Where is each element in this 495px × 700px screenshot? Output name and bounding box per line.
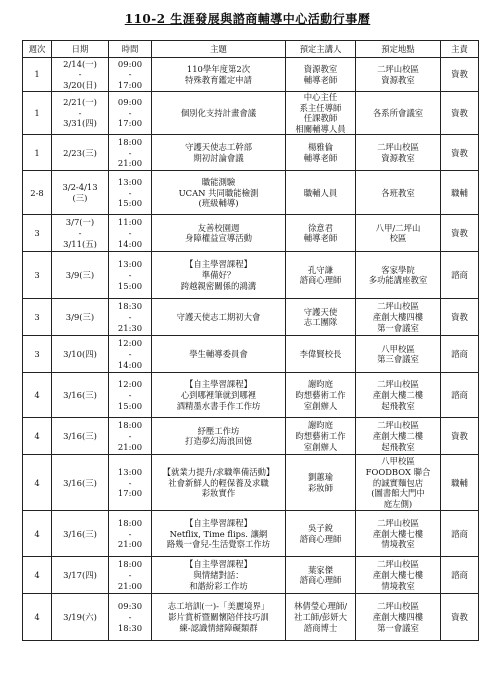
- time-cell-line: 15:00: [117, 280, 143, 291]
- place-cell: [356, 418, 441, 455]
- topic-cell: [152, 135, 286, 171]
- topic-cell: [152, 215, 286, 252]
- date-cell-line: 2/21(一): [63, 97, 97, 108]
- place-cell-line: 起飛教室: [381, 441, 415, 452]
- table-row: [23, 252, 479, 299]
- speaker-cell-line: 相關輔導人員: [295, 123, 346, 134]
- owner-cell: 職輔: [441, 455, 479, 511]
- place-cell-line: FOODBOX 聯合: [365, 466, 431, 477]
- topic-cell-line: 和諧紛彩工作坊: [189, 580, 248, 591]
- speaker-cell-line: 輔導老師: [303, 152, 338, 163]
- place-cell: [356, 557, 441, 594]
- date-cell: [52, 135, 109, 171]
- place-cell-line: 二坪山校區: [377, 379, 419, 390]
- topic-cell: [152, 299, 286, 336]
- topic-cell: [152, 557, 286, 594]
- place-cell-line: 八甲校區: [381, 456, 415, 467]
- time-cell-line: 15:00: [117, 198, 143, 209]
- speaker-cell-line: 室創辦人: [303, 400, 338, 411]
- time-cell-line: 17:00: [117, 488, 143, 499]
- speaker-cell: [286, 418, 356, 455]
- date-cell-line: 3/7(一): [65, 217, 95, 228]
- owner-cell: 諮商: [441, 557, 479, 594]
- table-row: [23, 418, 479, 455]
- date-cell-line: 3/31(四): [63, 118, 97, 129]
- place-cell-line: 各班教室: [381, 187, 415, 198]
- place-cell-line: 情境教室: [381, 580, 415, 591]
- owner-cell: 資教: [441, 58, 479, 92]
- time-cell: [109, 511, 152, 557]
- topic-cell: [152, 511, 286, 557]
- table-row: [23, 92, 479, 135]
- time-cell: [109, 373, 152, 418]
- table-body: [23, 58, 479, 641]
- time-cell: [109, 557, 152, 594]
- owner-cell: 諮商: [441, 252, 479, 299]
- page-title: 110-2 生涯發展與諮商輔導中心活動行事曆: [124, 12, 371, 26]
- week-cell: 3: [23, 252, 52, 299]
- activity-calendar-table: [22, 40, 479, 641]
- place-cell-line: 第一會議室: [377, 322, 419, 333]
- time-cell-line: 21:00: [117, 539, 143, 550]
- week-cell: 4: [23, 373, 52, 418]
- topic-cell-line: 職能測驗: [201, 176, 236, 187]
- speaker-cell-line: 系主任導師: [299, 102, 342, 113]
- topic-cell-line: 志工培訓(一)-「美麗境界」: [167, 601, 270, 612]
- topic-cell-line: 打造夢幻海浪回憶: [185, 436, 252, 447]
- speaker-cell-line: 林倩瑩心理師/: [293, 601, 348, 612]
- speaker-cell-line: 中心主任: [303, 92, 338, 102]
- time-cell-line: 18:30: [117, 622, 143, 633]
- date-cell-line: 3/11(五): [63, 238, 97, 249]
- topic-cell-line: 個別化支持計畫會議: [180, 107, 257, 118]
- time-cell-line: 14:00: [117, 238, 143, 249]
- topic-cell: [152, 594, 286, 641]
- week-cell: 4: [23, 511, 52, 557]
- owner-cell: 資教: [441, 594, 479, 641]
- time-cell-line: -: [128, 349, 132, 360]
- place-cell: [356, 373, 441, 418]
- place-cell-line: 的誠實麵包店: [372, 477, 424, 488]
- date-cell: [52, 557, 109, 594]
- date-cell: [52, 299, 109, 336]
- topic-cell-line: 與情緒對話：: [193, 570, 244, 581]
- topic-cell: [152, 373, 286, 418]
- topic-cell-line: 彩妝實作: [201, 488, 236, 499]
- time-cell-line: -: [128, 187, 132, 198]
- speaker-cell: [286, 557, 356, 594]
- speaker-cell-line: 諮商心理師: [299, 275, 342, 286]
- place-cell: [356, 252, 441, 299]
- header-speaker: 預定主講人: [286, 41, 356, 58]
- time-cell: [109, 215, 152, 252]
- speaker-cell-line: 吳子銳: [307, 523, 334, 534]
- topic-cell-line: 【就業力提升/求職準備活動】: [162, 466, 275, 477]
- table-row: [23, 336, 479, 373]
- date-cell-line: -: [78, 107, 82, 118]
- table-row: [23, 58, 479, 92]
- speaker-cell: [286, 215, 356, 252]
- time-cell-line: -: [128, 612, 132, 623]
- date-cell: [52, 171, 109, 215]
- speaker-cell-line: 職輔人員: [303, 187, 338, 198]
- topic-cell-line: 【自主學習課程】: [185, 259, 252, 270]
- speaker-cell-line: 謝昀庭: [307, 379, 334, 390]
- time-cell-line: 09:00: [117, 58, 143, 69]
- place-cell-line: 資源教室: [381, 152, 415, 163]
- date-cell: [52, 58, 109, 92]
- speaker-cell-line: 資源教室: [303, 63, 338, 74]
- topic-cell-line: (班級輔導): [198, 198, 239, 209]
- date-cell-line: -: [78, 228, 82, 239]
- date-cell: [52, 455, 109, 511]
- speaker-cell-line: 諮商博士: [303, 622, 338, 633]
- topic-cell-line: 身障權益宣導活動: [185, 233, 252, 244]
- date-cell-line: 3/10(四): [63, 349, 97, 360]
- time-cell-line: 18:00: [117, 136, 143, 147]
- place-cell: [356, 336, 441, 373]
- place-cell-line: 產創大樓二樓: [372, 431, 424, 442]
- time-cell-line: 13:00: [117, 259, 143, 270]
- place-cell: [356, 594, 441, 641]
- time-cell: [109, 336, 152, 373]
- place-cell-line: 二坪山校區: [377, 301, 419, 312]
- time-cell-line: 17:00: [117, 79, 143, 90]
- speaker-cell: [286, 336, 356, 373]
- speaker-cell-line: 李偉賢校長: [299, 349, 342, 360]
- time-cell-line: -: [128, 107, 132, 118]
- time-cell-line: -: [128, 528, 132, 539]
- date-cell-line: 2/14(一): [63, 58, 97, 69]
- topic-cell-line: Netflix, Time flips. 讓網: [169, 528, 268, 539]
- table-header-row: [23, 41, 479, 58]
- date-cell-line: 2/23(三): [63, 147, 97, 158]
- header-topic: 主題: [152, 41, 286, 58]
- topic-cell-line: 社會新鮮人的輕保養及求職: [168, 477, 269, 488]
- date-cell: [52, 511, 109, 557]
- date-cell-line: 3/17(四): [63, 570, 97, 581]
- place-cell-line: 產創大樓四樓: [372, 612, 424, 623]
- time-cell-line: 21:00: [117, 441, 143, 452]
- topic-cell-line: 心到哪裡筆就到哪裡: [180, 390, 257, 401]
- time-cell-line: 13:00: [117, 176, 143, 187]
- topic-cell-line: 期初討論會議: [193, 152, 244, 163]
- date-cell-line: 3/9(三): [65, 270, 95, 281]
- time-cell-line: 18:00: [117, 559, 143, 570]
- header-time: 時間: [109, 41, 152, 58]
- date-cell-line: 3/16(三): [63, 431, 97, 442]
- speaker-cell: [286, 594, 356, 641]
- week-cell: 2-8: [23, 171, 52, 215]
- place-cell: [356, 135, 441, 171]
- time-cell-line: -: [128, 270, 132, 281]
- table-row: [23, 215, 479, 252]
- speaker-cell: [286, 135, 356, 171]
- speaker-cell-line: 徐意君: [307, 222, 334, 233]
- table-row: [23, 455, 479, 511]
- date-cell: [52, 418, 109, 455]
- place-cell-line: 產創大樓七樓: [372, 528, 424, 539]
- date-cell: [52, 594, 109, 641]
- speaker-cell: [286, 58, 356, 92]
- place-cell-line: 各系所會議室: [372, 107, 424, 118]
- date-cell: [52, 92, 109, 135]
- topic-cell: [152, 58, 286, 92]
- speaker-cell-line: 守護天使: [303, 306, 338, 317]
- topic-cell-line: 【自主學習課程】: [185, 517, 252, 528]
- place-cell-line: 情境教室: [381, 539, 415, 550]
- owner-cell: 資教: [441, 92, 479, 135]
- place-cell: [356, 215, 441, 252]
- table-row: [23, 373, 479, 418]
- speaker-cell-line: 葉家傑: [307, 564, 334, 575]
- speaker-cell: [286, 299, 356, 336]
- place-cell: [356, 171, 441, 215]
- date-cell-line: 3/16(三): [63, 528, 97, 539]
- speaker-cell-line: 諮商心理師: [299, 533, 342, 544]
- time-cell: [109, 58, 152, 92]
- time-cell: [109, 418, 152, 455]
- header-week: 週次: [23, 41, 52, 58]
- topic-cell: [152, 252, 286, 299]
- week-cell: 4: [23, 594, 52, 641]
- time-cell-line: -: [128, 312, 132, 323]
- table-row: [23, 299, 479, 336]
- place-cell-line: 八甲/二坪山: [375, 222, 421, 233]
- week-cell: 4: [23, 455, 52, 511]
- place-cell: [356, 58, 441, 92]
- time-cell-line: -: [128, 477, 132, 488]
- place-cell: [356, 511, 441, 557]
- speaker-cell-line: 輔導老師: [303, 233, 338, 244]
- time-cell-line: 18:00: [117, 517, 143, 528]
- place-cell-line: 起飛教室: [381, 400, 415, 411]
- time-cell: [109, 92, 152, 135]
- place-cell-line: 產創大樓四樓: [372, 312, 424, 323]
- time-cell-line: -: [128, 390, 132, 401]
- owner-cell: 資教: [441, 418, 479, 455]
- speaker-cell-line: 輔導老師: [303, 74, 338, 85]
- date-cell: [52, 373, 109, 418]
- place-cell-line: 二坪山校區: [377, 142, 419, 153]
- week-cell: 3: [23, 336, 52, 373]
- time-cell-line: 12:00: [117, 379, 143, 390]
- speaker-cell-line: 任課教師: [303, 113, 338, 124]
- place-cell-line: 八甲校區: [381, 343, 415, 354]
- time-cell-line: 12:00: [117, 338, 143, 349]
- topic-cell-line: 酒精墨水書手作工作坊: [176, 400, 261, 411]
- topic-cell-line: 紓壓工作坊: [197, 425, 240, 436]
- header-owner: 主責: [441, 41, 479, 58]
- speaker-cell: [286, 455, 356, 511]
- speaker-cell-line: 楊雅倫: [307, 142, 334, 153]
- topic-cell-line: 練-認識情緒障礙類群: [179, 622, 258, 633]
- date-cell-line: (三): [72, 192, 88, 203]
- week-cell: 3: [23, 299, 52, 336]
- topic-cell-line: 守護天使志工期初大會: [176, 312, 261, 323]
- topic-cell-line: 友善校園週: [197, 222, 240, 233]
- time-cell-line: 17:00: [117, 118, 143, 129]
- time-cell-line: -: [128, 431, 132, 442]
- week-cell: 1: [23, 92, 52, 135]
- topic-cell-line: 學生輔導委員會: [189, 349, 248, 360]
- table-row: [23, 135, 479, 171]
- time-cell-line: 15:00: [117, 400, 143, 411]
- topic-cell-line: 110學年度第2次: [186, 63, 251, 74]
- place-cell: [356, 299, 441, 336]
- place-cell-line: 多功能講座教室: [368, 275, 428, 286]
- place-cell-line: 二坪山校區: [377, 601, 419, 612]
- place-cell-line: 產創大樓七樓: [372, 570, 424, 581]
- topic-cell-line: 路幾一會兒-生活覺察工作坊: [166, 539, 271, 550]
- topic-cell: [152, 336, 286, 373]
- place-cell-line: 第一會議室: [377, 622, 419, 633]
- time-cell-line: 13:00: [117, 466, 143, 477]
- speaker-cell-line: 諮商心理師: [299, 575, 342, 586]
- place-cell: [356, 455, 441, 511]
- speaker-cell: [286, 373, 356, 418]
- speaker-cell-line: 志工團隊: [303, 317, 338, 328]
- time-cell: [109, 455, 152, 511]
- time-cell: [109, 135, 152, 171]
- speaker-cell-line: 孔守謙: [307, 264, 334, 275]
- topic-cell: [152, 171, 286, 215]
- owner-cell: 諮商: [441, 511, 479, 557]
- table-row: [23, 511, 479, 557]
- owner-cell: 諮商: [441, 336, 479, 373]
- time-cell-line: -: [128, 228, 132, 239]
- time-cell-line: 21:30: [117, 322, 143, 333]
- topic-cell-line: 守護天使志工幹部: [185, 142, 252, 153]
- topic-cell: [152, 92, 286, 135]
- week-cell: 3: [23, 215, 52, 252]
- owner-cell: 資教: [441, 299, 479, 336]
- week-cell: 4: [23, 557, 52, 594]
- date-cell-line: 3/20(日): [63, 79, 97, 90]
- place-cell-line: 二坪山校區: [377, 420, 419, 431]
- owner-cell: 資教: [441, 135, 479, 171]
- date-cell-line: 3/19(六): [63, 612, 97, 623]
- topic-cell-line: 影片賞析暨關懷陪伴技巧訓: [168, 612, 269, 623]
- date-cell-line: -: [78, 69, 82, 80]
- place-cell-line: 客家學院: [381, 264, 415, 275]
- time-cell-line: 18:00: [117, 420, 143, 431]
- speaker-cell-line: 劉蕙瑜: [307, 472, 334, 483]
- date-cell-line: 3/16(三): [63, 477, 97, 488]
- speaker-cell-line: 昀想藝術工作: [295, 431, 346, 442]
- topic-cell: [152, 455, 286, 511]
- place-cell: [356, 92, 441, 135]
- time-cell-line: 21:00: [117, 158, 143, 169]
- speaker-cell-line: 彩妝師: [307, 482, 334, 493]
- owner-cell: 諮商: [441, 373, 479, 418]
- speaker-cell-line: 室創辦人: [303, 441, 338, 452]
- topic-cell-line: 【自主學習課程】: [185, 559, 252, 570]
- header-date: 日期: [52, 41, 109, 58]
- date-cell: [52, 252, 109, 299]
- topic-cell: [152, 418, 286, 455]
- speaker-cell: [286, 92, 356, 135]
- place-cell-line: 產創大樓二樓: [372, 390, 424, 401]
- week-cell: 4: [23, 418, 52, 455]
- date-cell: [52, 336, 109, 373]
- time-cell: [109, 299, 152, 336]
- topic-cell-line: UCAN 共同職能檢測: [178, 187, 259, 198]
- place-cell-line: 第三會議室: [377, 354, 419, 365]
- place-cell-line: 二坪山校區: [377, 63, 419, 74]
- place-cell-line: 二坪山校區: [377, 559, 419, 570]
- topic-cell-line: 跨越親密關係的鴻溝: [180, 280, 257, 291]
- place-cell-line: 二坪山校區: [377, 517, 419, 528]
- time-cell-line: 14:00: [117, 359, 143, 370]
- time-cell-line: -: [128, 147, 132, 158]
- speaker-cell: [286, 511, 356, 557]
- date-cell-line: 3/9(三): [65, 312, 95, 323]
- time-cell-line: -: [128, 69, 132, 80]
- time-cell-line: 09:30: [117, 601, 143, 612]
- time-cell: [109, 171, 152, 215]
- week-cell: 1: [23, 58, 52, 92]
- time-cell-line: 11:00: [117, 217, 143, 228]
- speaker-cell-line: 社工師/彭妍大: [293, 612, 348, 623]
- owner-cell: 職輔: [441, 171, 479, 215]
- topic-cell-line: 【自主學習課程】: [185, 379, 252, 390]
- time-cell: [109, 252, 152, 299]
- time-cell-line: 18:30: [117, 301, 143, 312]
- topic-cell-line: 準備好？: [201, 270, 236, 281]
- speaker-cell: [286, 171, 356, 215]
- speaker-cell-line: 昀想藝術工作: [295, 390, 346, 401]
- date-cell: [52, 215, 109, 252]
- table-row: [23, 557, 479, 594]
- place-cell-line: 校區: [389, 233, 407, 244]
- table-row: [23, 594, 479, 641]
- place-cell-line: 資源教室: [381, 74, 415, 85]
- speaker-cell-line: 謝昀庭: [307, 420, 334, 431]
- header-place: 預定地點: [356, 41, 441, 58]
- date-cell-line: 3/16(三): [63, 390, 97, 401]
- time-cell-line: 21:00: [117, 580, 143, 591]
- week-cell: 1: [23, 135, 52, 171]
- topic-cell-line: 特殊教育鑑定申請: [185, 74, 252, 85]
- place-cell-line: (圖書館大門中: [371, 488, 425, 499]
- speaker-cell: [286, 252, 356, 299]
- place-cell-line: 庭左側): [383, 498, 413, 509]
- date-cell-line: 3/2-4/13: [62, 182, 98, 193]
- time-cell-line: -: [128, 570, 132, 581]
- table-row: [23, 171, 479, 215]
- time-cell-line: 09:00: [117, 97, 143, 108]
- owner-cell: 資教: [441, 215, 479, 252]
- time-cell: [109, 594, 152, 641]
